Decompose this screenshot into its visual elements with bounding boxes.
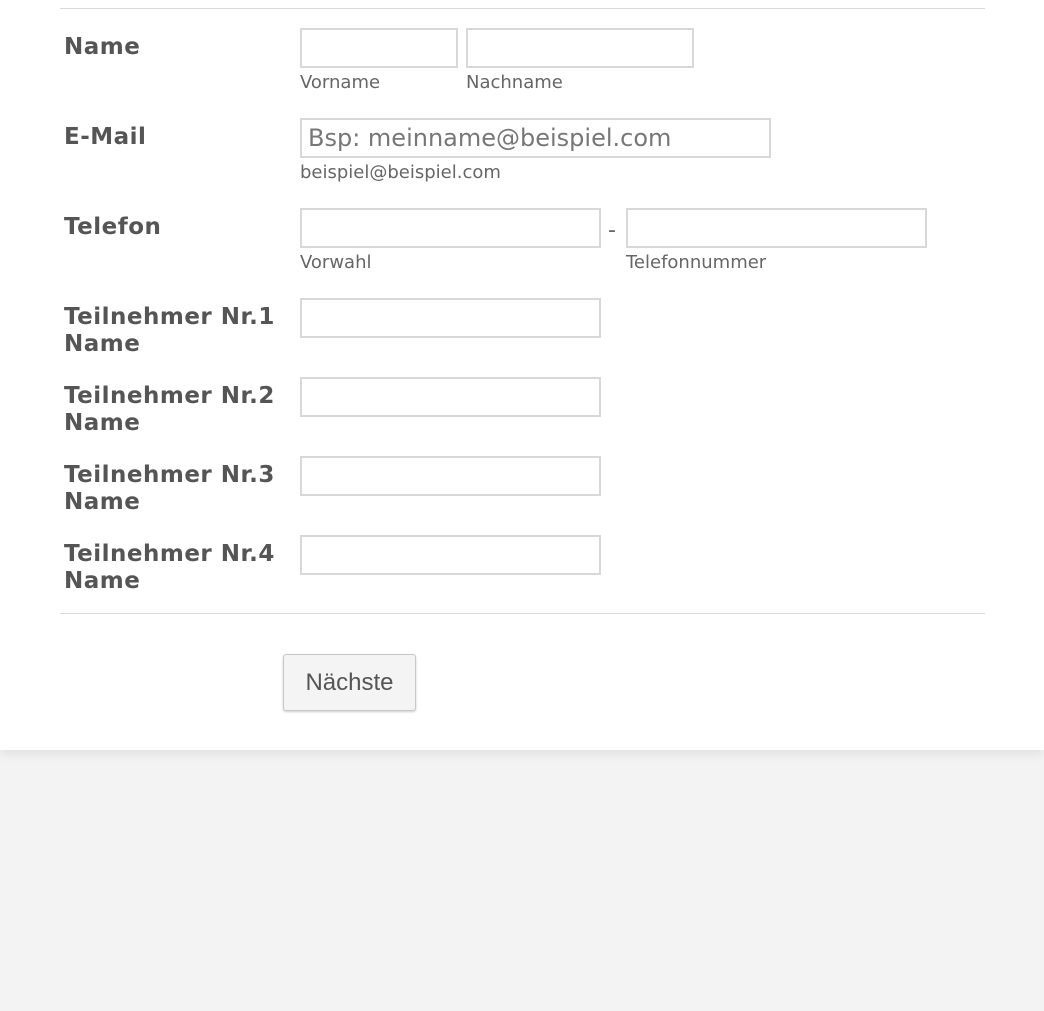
- area-code-sublabel: Vorwahl: [300, 252, 372, 273]
- phone-label: Telefon: [64, 214, 162, 240]
- participant-4-name-input[interactable]: [300, 535, 601, 575]
- participant-1-label-line2: Name: [64, 331, 141, 357]
- participant-3-label-line1: Teilnehmer Nr.3: [64, 462, 275, 488]
- participant-1-label: [64, 304, 275, 358]
- next-button[interactable]: Nächste: [283, 654, 416, 711]
- last-name-sublabel: Nachname: [466, 72, 563, 93]
- first-name-input[interactable]: [300, 28, 458, 68]
- participant-3-name-input[interactable]: [300, 456, 601, 496]
- participant-3-label: [64, 462, 275, 516]
- email-sublabel: beispiel@beispiel.com: [300, 162, 501, 183]
- email-label: E-Mail: [64, 124, 147, 150]
- name-label: Name: [64, 34, 141, 60]
- participant-2-label-line2: Name: [64, 410, 141, 436]
- participant-4-label-line1: Teilnehmer Nr.4: [64, 541, 275, 567]
- area-code-input[interactable]: [300, 208, 601, 248]
- participant-3-label-line2: Name: [64, 489, 141, 515]
- participant-2-label: [64, 383, 275, 437]
- top-divider: [60, 8, 985, 9]
- phone-separator: -: [608, 218, 616, 243]
- bottom-divider: [60, 613, 985, 614]
- last-name-input[interactable]: [466, 28, 694, 68]
- participant-2-label-line1: Teilnehmer Nr.2: [64, 383, 275, 409]
- participant-4-label-line2: Name: [64, 568, 141, 594]
- participant-2-name-input[interactable]: [300, 377, 601, 417]
- first-name-sublabel: Vorname: [300, 72, 381, 93]
- phone-number-sublabel: Telefonnummer: [626, 252, 767, 273]
- participant-1-label-line1: Teilnehmer Nr.1: [64, 304, 275, 330]
- participant-1-name-input[interactable]: [300, 298, 601, 338]
- participant-4-label: [64, 541, 275, 595]
- email-input[interactable]: [300, 118, 771, 158]
- phone-number-input[interactable]: [626, 208, 927, 248]
